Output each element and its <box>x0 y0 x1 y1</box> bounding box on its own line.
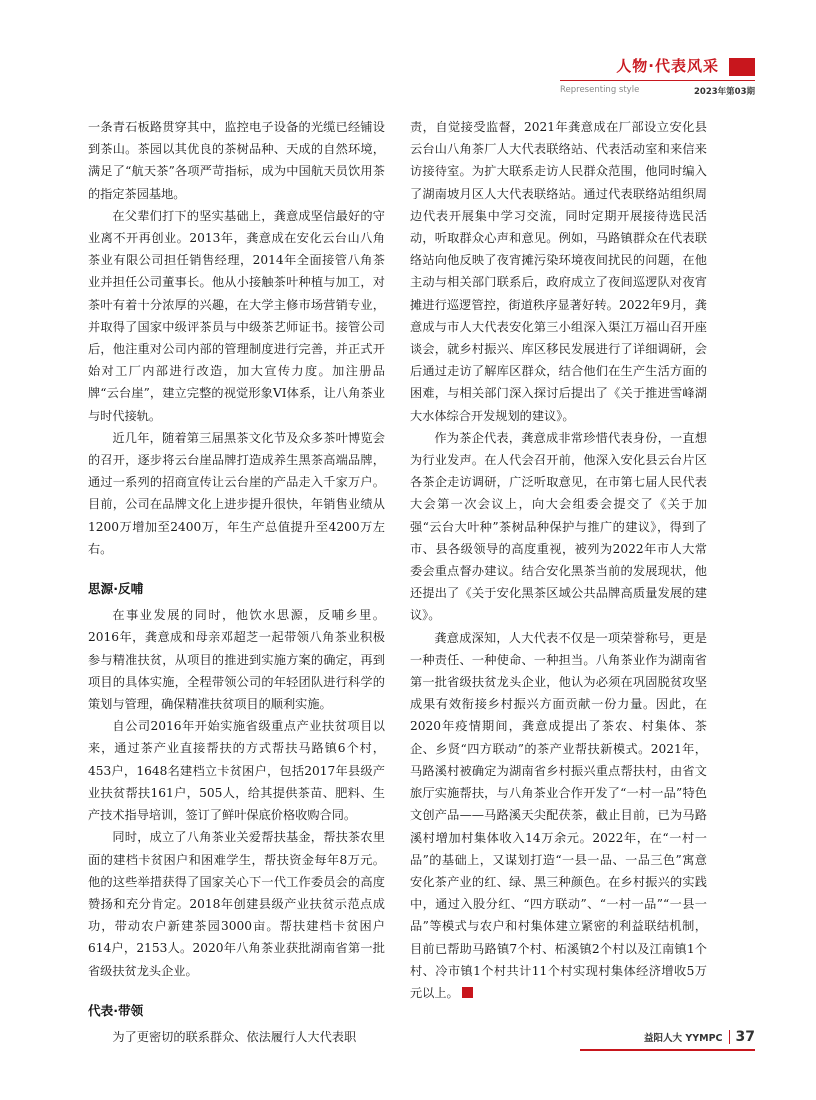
page-footer <box>580 1028 755 1046</box>
paragraph: 一条青石板路贯穿其中，监控电子设备的光缆已经铺设到茶山。茶园以其优良的茶树品种、天成的自然环境，满足了“航天茶”各项严苛指标，成为中国航天员饮用茶的指定茶园基地。 <box>88 120 385 201</box>
end-mark-icon <box>462 987 473 998</box>
paragraph: 责，自觉接受监督，2021年龚意成在厂部设立安化县云台山八角茶厂人大代表联络站、代表活动室和来信来访接待室。为扩大联系走访人民群众范围，他同时编入了湖南坡月区人大代表联络站。通过代表联络站组织周边代表开展集中学习交流，同时定期开展接待选民活动，听取群众心声和意见。例如，马路镇群众在代表联络站向他反映了夜宵摊污染环境夜间扰民的问题，在他主动与相关部门联系后，政府成立了夜间巡逻队对夜宵摊进行巡逻管控，街道秩序显著好转。2022年9月，龚意成与市人大代表安化第三小组深入渠江万福山召开座谈会，就乡村振兴、库区移民发展进行了详细调研，会后通过走访了解库区群众，结合他们在生产生活方面的困难，与相关部门深入探讨后提出了《关于推进雪峰湖大水体综合开发规划的建议》。 <box>410 120 707 423</box>
page-number: 37 <box>735 1029 755 1045</box>
header-subline <box>560 85 755 97</box>
paragraph: 自公司2016年开始实施省级重点产业扶贫项目以来，通过茶产业直接帮扶的方式帮扶马路镇6个村，453户，1648名建档立卡贫困户，包括2017年县级产业扶贫帮扶161户，505人，给其提供茶苗、肥料、生产技术指导培训，签订了鲜叶保底价格收购合同。 <box>88 719 385 823</box>
header-red-block <box>729 58 755 76</box>
header-divider <box>560 80 755 81</box>
paragraph <box>410 627 707 1004</box>
page-header <box>520 52 755 82</box>
paragraph: 作为茶企代表，龚意成非常珍惜代表身份，一直想为行业发声。在人代会召开前，他深入安化县云台片区各茶企走访调研，广泛听取意见，在市第七届人民代表大会第一次会议上，向大会组委会提交了《关于加强“云台大叶种”茶树品种保护与推广的建议》，得到了市、县各级领导的高度重视，被列为2022年市人大常委会重点督办建议。结合安化黑茶当前的发展现状，他还提出了《关于安化黑茶区域公共品牌高质量发展的建议》。 <box>410 430 707 623</box>
section-subtitle: Representing style <box>560 85 640 95</box>
paragraph: 近几年，随着第三届黑茶文化节及众多茶叶博览会的召开，逐步将云台崖品牌打造成养生黑茶高端品牌，通过一系列的招商宣传让云台崖的产品走入千家万户。目前，公司在品牌文化上进步提升很快，年销售业绩从1200万增加至2400万，年生产总值提升至4200万左右。 <box>88 430 385 556</box>
section-title: 人物·代表风采 <box>616 57 719 75</box>
section-heading: 思源·反哺 <box>88 581 144 597</box>
paragraph: 在父辈们打下的坚实基础上，龚意成坚信最好的守业离不开再创业。2013年，龚意成在安化云台山八角茶业有限公司担任销售经理，2014年全面接管八角茶业并担任公司董事长。他从小接触茶叶种植与加工，对茶叶有着十分浓厚的兴趣，在大学主修市场营销专业，并取得了国家中级评茶员与中级茶艺师证书。接管公司后，他注重对公司内部的管理制度进行完善，并正式开始对工厂内部进行改造，加大宣传力度。加注册品牌“云台崖”，建立完整的视觉形象VI体系，让八角茶业与时代接轨。 <box>88 208 385 423</box>
right-column <box>410 116 707 1004</box>
footer-separator <box>729 1030 730 1044</box>
magazine-name: 益阳人大 YYMPC <box>644 1033 723 1044</box>
paragraph: 同时，成立了八角茶业关爱帮扶基金，帮扶茶农里面的建档卡贫困户和困难学生，帮扶资金每年8万元。他的这些举措获得了国家关心下一代工作委员会的高度赞扬和充分肯定。2018年创建县级产业扶贫示范点成功，带动农户新建茶园3000亩。帮扶建档卡贫困户614户，2153人。2020年八角茶业获批湖南省第一批省级扶贫龙头企业。 <box>88 830 385 978</box>
issue-label: 2023年第03期 <box>694 87 755 97</box>
paragraph: 为了更密切的联系群众、依法履行人大代表职 <box>112 1029 357 1044</box>
paragraph: 在事业发展的同时，他饮水思源，反哺乡里。2016年，龚意成和母亲邓超芝一起带领八角茶业积极参与精准扶贫，从项目的推进到实施方案的确定，再到项目的具体实施，全程带领公司的年轻团队进行科学的策划与管理，确保精准扶贫项目的顺利实施。 <box>88 608 385 712</box>
footer-divider <box>580 1049 755 1051</box>
left-column <box>88 116 385 1048</box>
section-heading: 代表·带领 <box>88 1002 144 1018</box>
paragraph-text: 龚意成深知，人大代表不仅是一项荣誉称号，更是一种责任、一种使命、一种担当。八角茶业作为湖南省第一批省级扶贫龙头企业，他认为必须在巩固脱贫攻坚成果有效衔接乡村振兴方面贡献一份力量。因此，在2020年疫情期间，龚意成提出了茶农、村集体、茶企、乡贤“四方联动”的茶产业帮扶新模式。2021年，马路溪村被确定为湖南省乡村振兴重点帮扶村，由省文旅厅实施帮扶，与八角茶业合作开发了“一村一品”特色文创产品——马路溪天尖配茯茶，截止目前，已为马路溪村增加村集体收入14万余元。2022年，在“一村一品”的基础上，又谋划打造“一县一品、一品三色”寓意安化茶产业的红、绿、黑三种颜色。在乡村振兴的实践中，通过入股分红、“四方联动”、“一村一品”“一县一品”等模式与农户和村集体建立紧密的利益联结机制，目前已帮助马路镇7个村、柘溪镇2个村以及江南镇1个村、冷市镇1个村共计11个村实现村集体经济增收5万元以上。 <box>410 630 707 1000</box>
